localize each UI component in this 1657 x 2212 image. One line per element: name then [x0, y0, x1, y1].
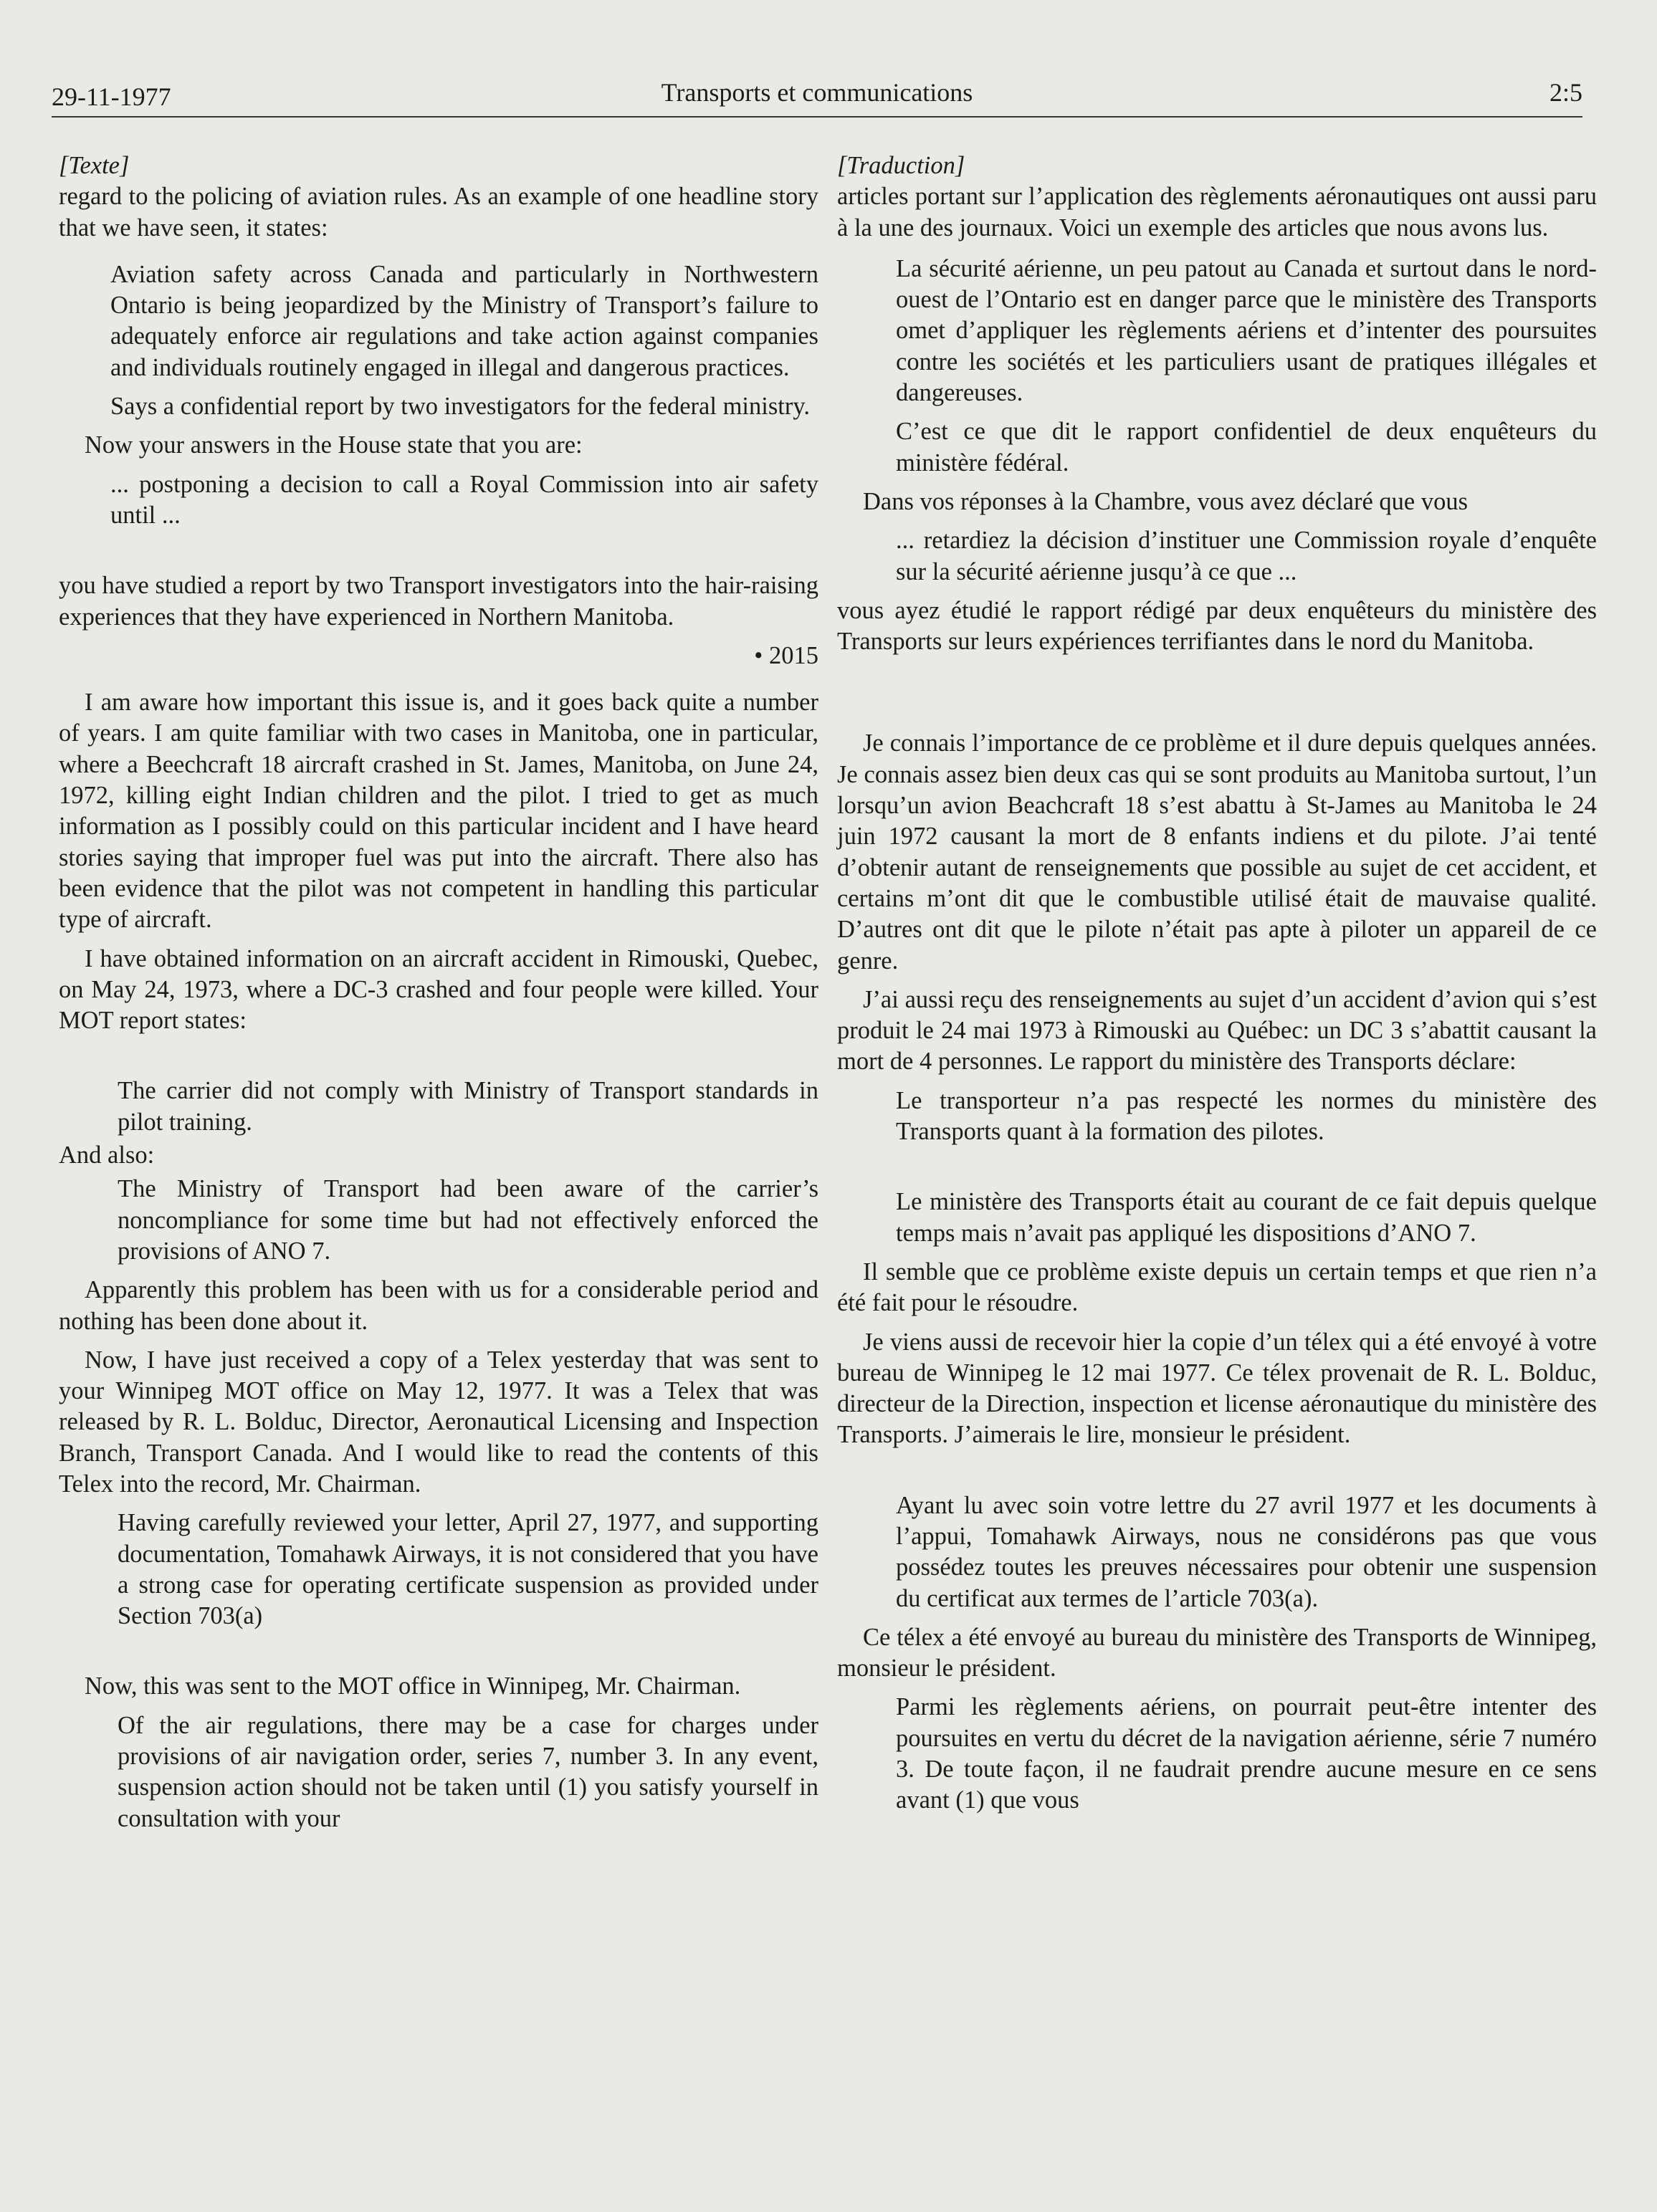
header-title: Transports et communications — [661, 78, 973, 107]
quotation: ... retardiez la décision d’instituer une Commission royale d’enquête sur la sécurité aérienne jusqu’à ce que ... — [896, 527, 1597, 585]
quotation: Of the air regulations, there may be a case for charges under provisions of air navigation order, series 7, number 3. In any event, suspension action should not be taken until (1) you satisfy yourself in consultation with your — [118, 1711, 818, 1832]
paragraph: Il semble que ce problème existe depuis un certain temps et que rien n’a été fait pour le résoudre. — [837, 1258, 1597, 1317]
paragraph: articles portant sur l’application des règlements aéronautiques ont aussi paru à la une des journaux. Voici un exemple des articles que nous avons lus. — [837, 183, 1597, 241]
paragraph: Dans vos réponses à la Chambre, vous avez déclaré que vous — [863, 487, 1469, 515]
english-column — [59, 150, 818, 1842]
quotation: Having carefully reviewed your letter, April 27, 1977, and supporting documentation, Tomahawk Airways, it is not considered that you have a strong case for operating certificate suspension as provided under Section 703(a) — [118, 1509, 818, 1630]
quotation: Parmi les règlements aériens, on pourrait peut-être intenter des poursuites en vertu du décret de la navigation aérienne, série 7 numéro 3. De toute façon, il ne faudrait prendre aucune mesure en ce sens avant (1) que vous — [896, 1693, 1597, 1814]
quotation: C’est ce que dit le rapport confidentiel de deux enquêteurs du ministère fédéral. — [896, 418, 1597, 477]
french-column — [837, 150, 1597, 1824]
paragraph: And also: — [59, 1141, 155, 1169]
quotation: Le ministère des Transports était au courant de ce fait depuis quelque temps mais n’avait pas appliqué les dispositions d’ANO 7. — [896, 1188, 1597, 1247]
quotation: Ayant lu avec soin votre lettre du 27 avril 1977 et les documents à l’appui, Tomahawk Airways, nous ne considérons pas que vous possédez toutes les preuves nécessaires pour obtenir une suspension du certificat aux termes de l’article 703(a). — [896, 1491, 1597, 1612]
paragraph: I have obtained information on an aircraft accident in Rimouski, Quebec, on May 24, 1973, where a DC-3 crashed and four people were killed. Your MOT report states: — [59, 944, 818, 1035]
header-date: 29-11-1977 — [52, 82, 171, 111]
quotation: The Ministry of Transport had been aware of the carrier’s noncompliance for some time but had not effectively enforced the provisions of ANO 7. — [118, 1175, 818, 1265]
quotation: Aviation safety across Canada and particularly in Northwestern Ontario is being jeopardized by the Ministry of Transport’s failure to adequately enforce air regulations and take action against companies and individuals routinely engaged in illegal and dangerous practices. — [110, 260, 818, 381]
translation-marker: [Traduction] — [837, 152, 965, 179]
header-page-number: 2:5 — [1549, 78, 1582, 107]
paragraph: Je connais l’importance de ce problème et il dure depuis quelques années. Je connais assez bien deux cas qui se sont produits au Manitoba surtout, l’un lorsqu’un avion Beachcraft 18 s’est abattu à St-James au Manitoba le 24 juin 1972 causant la mort de 8 enfants indiens et du pilote. J’ai tenté d’obtenir autant de renseignements que possible au sujet de cet accident, et certains m’ont dit que le combustible utilisé était de mauvaise qualité. D’autres ont dit que le pilote n’était pas apte à piloter un appareil de ce genre. — [837, 729, 1597, 975]
time-marker: • 2015 — [754, 641, 818, 669]
quotation: Says a confidential report by two investigators for the federal ministry. — [110, 393, 810, 421]
paragraph: Je viens aussi de recevoir hier la copie d’un télex qui a été envoyé à votre bureau de Winnipeg le 12 mai 1977. Ce télex provenait de R. L. Bolduc, directeur de la Direction, inspection et license aéronautique du ministère des Transports. J’aimerais le lire, monsieur le président. — [837, 1328, 1597, 1449]
paragraph: J’ai aussi reçu des renseignements au sujet d’un accident d’avion qui s’est produit le 24 mai 1973 à Rimouski au Québec: un DC 3 s’abattit causant la mort de 4 personnes. Le rapport du ministère des Transports déclare: — [837, 985, 1597, 1076]
text-marker: [Texte] — [59, 152, 130, 179]
paragraph: Now, this was sent to the MOT office in Winnipeg, Mr. Chairman. — [85, 1672, 741, 1700]
paragraph: Ce télex a été envoyé au bureau du ministère des Transports de Winnipeg, monsieur le président. — [837, 1623, 1597, 1682]
quotation: ... postponing a decision to call a Royal Commission into air safety until ... — [110, 470, 818, 529]
paragraph: Now, I have just received a copy of a Telex yesterday that was sent to your Winnipeg MOT office on May 12, 1977. It was a Telex that was released by R. L. Bolduc, Director, Aeronautical Licensing and Inspection Branch, Transport Canada. And I would like to read the contents of this Telex into the record, Mr. Chairman. — [59, 1346, 818, 1498]
paragraph: Now your answers in the House state that you are: — [85, 431, 583, 459]
quotation: The carrier did not comply with Ministry of Transport standards in pilot training. — [118, 1077, 818, 1136]
quotation: Le transporteur n’a pas respecté les normes du ministère des Transports quant à la formation des pilotes. — [896, 1086, 1597, 1146]
paragraph: Apparently this problem has been with us for a considerable period and nothing has been done about it. — [59, 1276, 818, 1335]
paragraph: vous ayez étudié le rapport rédigé par deux enquêteurs du ministère des Transports sur leurs expériences terrifiantes dans le nord du Manitoba. — [837, 596, 1597, 656]
paragraph: you have studied a report by two Transport investigators into the hair-raising experiences that they have experienced in Northern Manitoba. — [59, 572, 818, 631]
page-header — [52, 75, 1582, 118]
paragraph: regard to the policing of aviation rules. As an example of one headline story that we have seen, it states: — [59, 183, 818, 241]
quotation: La sécurité aérienne, un peu patout au Canada et surtout dans le nord-ouest de l’Ontario est en danger parce que le ministère des Transports omet d’appliquer les règlements aériens et d’intenter des poursuites contre les sociétés et les particuliers usant de pratiques illégales et dangereuses. — [896, 254, 1597, 407]
paragraph: I am aware how important this issue is, and it goes back quite a number of years. I am quite familiar with two cases in Manitoba, one in particular, where a Beechcraft 18 aircraft crashed in St. James, Manitoba, on June 24, 1972, killing eight Indian children and the pilot. I tried to get as much information as I possibly could on this particular incident and I have heard stories saying that improper fuel was put into the aircraft. There also has been evidence that the pilot was not competent in handling this particular type of aircraft. — [59, 689, 818, 934]
